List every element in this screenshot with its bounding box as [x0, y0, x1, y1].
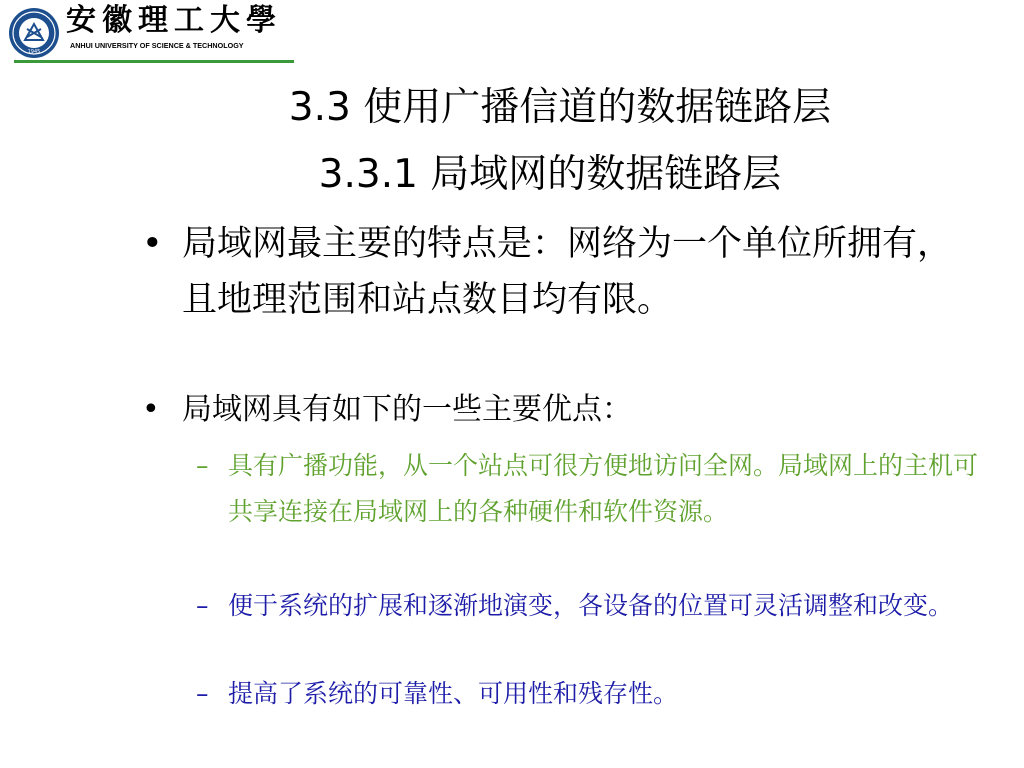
- bullet-mark: •: [142, 224, 163, 264]
- dash-mark: –: [196, 591, 209, 620]
- dash-mark: –: [196, 451, 209, 480]
- bullet-item: [138, 216, 958, 328]
- slide-title: 3.3 使用广播信道的数据链路层: [288, 85, 832, 130]
- svg-text:1945: 1945: [27, 49, 41, 55]
- bullet-text: 局域网具有如下的一些主要优点：: [182, 392, 632, 427]
- university-seal-icon: [8, 7, 60, 59]
- bullet-mark: •: [142, 392, 160, 427]
- dash-mark: –: [196, 679, 209, 708]
- university-name-cn: 安徽理工大學: [66, 3, 282, 38]
- bullet-text: 局域网最主要的特点是：网络为一个单位所拥有，且地理范围和站点数目均有限。: [182, 224, 953, 320]
- university-name-en: ANHUI UNIVERSITY OF SCIENCE & TECHNOLOGY: [70, 41, 244, 50]
- slide-header: [0, 0, 1024, 66]
- sub-bullet-text: 便于系统的扩展和逐渐地演变，各设备的位置可灵活调整和改变。: [228, 591, 954, 620]
- sub-bullet-text: 提高了系统的可靠性、可用性和残存性。: [228, 679, 679, 708]
- sub-bullet-item: [196, 583, 986, 629]
- sub-bullet-item: [196, 443, 986, 535]
- bullet-item: [138, 388, 958, 432]
- header-divider: [14, 60, 294, 63]
- slide-subtitle: 3.3.1 局域网的数据链路层: [318, 152, 782, 197]
- sub-bullet-text: 具有广播功能，从一个站点可很方便地访问全网。局域网上的主机可共享连接在局域网上的各种硬件和软件资源。: [228, 451, 979, 526]
- sub-bullet-item: [196, 671, 986, 717]
